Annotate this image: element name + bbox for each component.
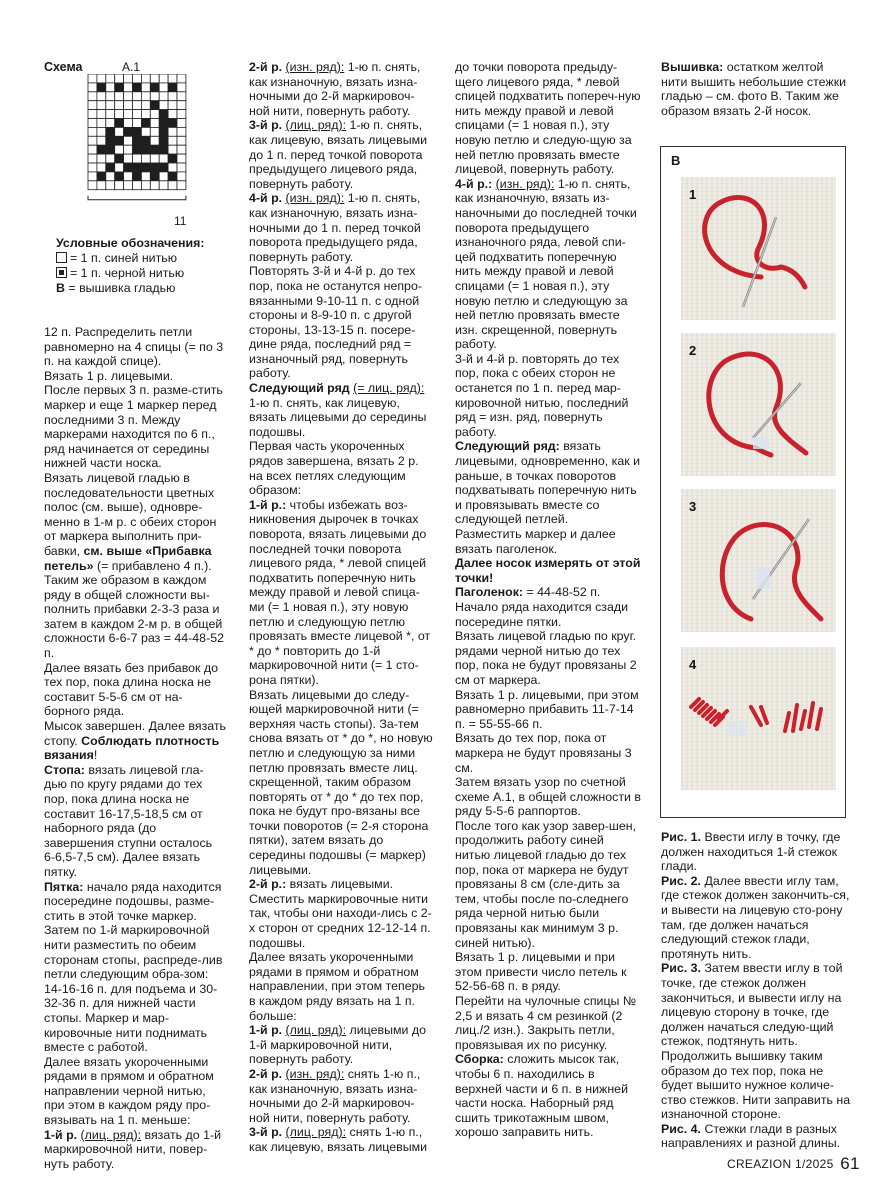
column-1 [44,325,226,1171]
photo-step-4 [681,647,836,790]
chart-cell [177,92,186,101]
paragraph: Вязать 1 р. лицевыми и при этом привести число петель к 52-56-68 п. в ряду. [455,950,627,994]
chart-cell [159,127,168,136]
chart-cell [106,154,115,163]
paragraph: 4-й р.: (изн. ряд): 1-ю п. снять, как изнаночную, вязать из-наночными до последней точки поворота предыдущего изнаночного ряда, левой спи-цей подхватить поперечную нить между правой и левой спицами (= 1 новая п.), эту новую петлю и следующую за ней петлю провязать вместе изн. скрещенной, повернуть работу. [455,176,637,352]
chart-cell [97,83,106,92]
chart-cell [159,181,168,190]
legend-item-blue: = 1 п. синей нитью [56,251,205,266]
paragraph: 2-й р. (изн. ряд): 1-ю п. снять, как изнаночную, вязать изна-ночными до 2-й маркировоч-ной нити, повернуть работу. [249,60,421,118]
paragraph: Пятка: начало ряда находится посередине подошвы, разме-стить в этой точке маркер. Затем по 1-й маркировочной нити разместить по обеим сторонам стопы, распреде-лив петли следующим обра-зом: 14-16-16 п. для подъема и 30-32-36 п. для нижней части стопы. Маркер и мар-кировочные нити поднимать вместе с работой. [44,879,223,1055]
chart-cell [124,154,133,163]
chart-cell [150,83,159,92]
chart-cell [115,154,124,163]
chart-cell [115,119,124,128]
chart-cell [88,181,97,190]
paragraph: После первых 3 п. разме-стить маркер и еще 1 маркер перед последними 3 п. Между маркерами находится по 6 п., ряд начинается от середины нижней части носка. [44,383,223,471]
column-4 [661,60,851,118]
chart-cell [97,163,106,172]
paragraph: 3-й и 4-й р. повторять до тех пор, пока с обеих сторон не останется по 1 п. перед мар-кировочной нитью, последний ряд = изн. ряд, повернуть работу. [455,351,629,439]
chart-cell [168,74,177,83]
chart-cell [97,136,106,145]
chart-cell [106,145,115,154]
chart-cell [150,110,159,119]
chart-cell [177,181,186,190]
chart-cell [159,154,168,163]
paragraph: 2-й р. (изн. ряд): снять 1-ю п., как изнаночную, вязать изна-ночными до 2-й маркировоч-ной нити, повернуть работу. [249,1066,421,1125]
paragraph: После того как узор завер-шен, продолжить работу синей нитью лицевой гладью до тех пор, пока от маркера не будут провязаны 8 см (сле-дить за тем, чтобы после по-следнего ряда черной нитью были провязаны как минимум 3 р. синей нитью). [455,818,637,950]
chart-cell [177,74,186,83]
chart-cell [177,136,186,145]
chart-cell [97,145,106,154]
chart-cell [159,119,168,128]
paragraph: Далее вязать укороченными рядами в прямом и обратном направлении, при этом теперь в каждом ряду вязать на 1 п. больше: [249,950,425,1023]
chart-cell [124,110,133,119]
chart-cell [168,92,177,101]
chart-cell [168,145,177,154]
chart-cell [115,181,124,190]
chart-cell [106,83,115,92]
chart-cell [106,181,115,190]
chart-cell [168,101,177,110]
chart-cell [168,83,177,92]
chart-cell [150,127,159,136]
chart-cell [168,172,177,181]
chart-cell [177,145,186,154]
paragraph: Разместить маркер и далее вязать паголенок. [455,527,616,556]
chart-cell [150,119,159,128]
chart-cell [159,92,168,101]
chart-cell [133,101,142,110]
chart-cell [115,74,124,83]
caption: Рис. 4. Стежки глади в разных направлениях и разной длины. [661,1121,841,1151]
chart-cell [133,74,142,83]
page-number: 61 [840,1154,860,1173]
chart-cell [133,145,142,154]
paragraph: 12 п. Распределить петли равномерно на 4 спицы (= по 3 п. на каждой спице). [44,325,224,369]
chart-cell [115,172,124,181]
paragraph: Вязать 1 р. лицевыми, при этом равномерно прибавить 11-7-14 п. = 55-55-66 п. [455,687,639,731]
photo-block [660,146,846,818]
paragraph: 3-й р. (лиц. ряд): снять 1-ю п., как лицевую, вязать лицевыми [249,1125,428,1154]
yarn-and-needle-image [681,177,836,320]
chart-cell [88,154,97,163]
chart-cell [124,74,133,83]
chart-cell [88,163,97,172]
paragraph: Затем вязать узор по счетной схеме А.1, в общей сложности в ряду 5-5-6 раппортов. [455,775,641,819]
paragraph: Паголенок: = 44-48-52 п. [455,585,601,600]
chart-cell [133,154,142,163]
chart-cell [88,101,97,110]
captions [661,830,851,1151]
paragraph: Вышивка: остатком желтой нити вышить небольшие стежки гладью – см. фото В. Таким же образом вязать 2-й носок. [661,60,847,118]
chart-cell [115,136,124,145]
step-number: 1 [689,187,697,202]
chart-cell [177,127,186,136]
column-2 [249,60,433,1155]
chart-cell [159,74,168,83]
chart-cell [115,101,124,110]
chart-cell [124,163,133,172]
caption: Рис. 2. Далее ввести иглу там, где стежок должен закончить-ся, и вывести на лицевую сто-рону там, где должен начаться следующий стежок глади, протянуть нить. [661,873,850,961]
paragraph: Стопа: вязать лицевой гла-дью по кругу рядами до тех пор, пока длина носка не составит 16-17,5-18,5 см от наборного ряда (до завершения ступни осталось 6-6,5-7,5 см). Далее вязать пятку. [44,762,213,879]
chart-cell [88,119,97,128]
chart-cell [88,74,97,83]
chart-cell [88,127,97,136]
paragraph: Далее вязать без прибавок до тех пор, пока длина носка не составит 5-5-6 см от на-борного ряда. [44,660,219,719]
paragraph: Повторять 3-й и 4-й р. до тех пор, пока не останутся непро-вязанными 9-10-11 п. с одной стороны и 8-9-10 п. с другой стороны, 13-13-15 п. посере-дине ряда, последний ряд = изнаночный ряд, повернуть работу. [249,264,422,381]
paragraph: Далее вязать укороченными рядами в прямом и обратном направлении черной нитью, при этом в каждом ряду про-вязывать на 1 п. меньше: [44,1054,214,1128]
paragraph: 4-й р. (изн. ряд): 1-ю п. снять, как изнаночную, вязать изна-ночными до 1 п. перед точкой поворота предыдущего ряда, повернуть работу. [249,191,421,264]
paragraph: Вязать лицевой гладью в последовательности цветных полос (см. выше), одновре-менно в 1-м р. с обеих сторон от маркера выполнить при-бавки, см. выше «Прибавка петель» (= прибавлено 4 п.). Таким же образом в каждом ряду в общей сложности вы-полнить прибавки 2-3-3 раза и затем в каждом 2-м р. в общей сложности 6-6-7 раз = 44-48-52 п. [44,470,224,661]
yarn-and-needle-image [681,333,836,476]
chart-cell [115,163,124,172]
chart-cell [97,110,106,119]
chart-cell [106,101,115,110]
legend-item-embroidery: В = вышивка гладью [56,281,176,295]
chart-cell [133,110,142,119]
paragraph: Следующий ряд: вязать лицевыми, одновременно, как и раньше, в точках поворотов подхватывать поперечную нить и провязывать вместе со следующей петлей. [455,439,641,527]
paragraph: Вязать лицевой гладью по круг. рядами черной нитью до тех пор, пока не будут провязаны 2 см от маркера. [455,629,637,687]
chart-cell [133,119,142,128]
chart-cell [177,83,186,92]
chart-cell [150,101,159,110]
chart-width-label: 11 [174,214,187,228]
chart-cell [177,154,186,163]
chart-grid [44,74,244,234]
chart-cell [88,92,97,101]
chart-cell [141,110,150,119]
chart-cell [133,181,142,190]
chart-cell [159,83,168,92]
caption: Рис. 1. Ввести иглу в точку, где должен находиться 1-й стежок глади. [661,830,841,874]
chart-cell [150,163,159,172]
chart-cell [97,154,106,163]
chart-cell [177,172,186,181]
page-footer [727,1154,860,1174]
step-number: 2 [689,343,697,358]
chart-cell [106,127,115,136]
filled-square-icon [56,267,67,278]
chart-cell [106,172,115,181]
chart-cell [168,136,177,145]
chart-cell [159,145,168,154]
chart-cell [106,74,115,83]
chart-title: Схема [44,60,83,74]
chart-cell [106,92,115,101]
chart-cell [150,145,159,154]
paragraph: Вязать 1 р. лицевыми. [44,368,174,383]
chart-cell [159,172,168,181]
paragraph: Вязать до тех пор, пока от маркера не будут провязаны 3 см. [455,731,632,775]
chart-cell [177,163,186,172]
chart-cell [168,154,177,163]
paragraph: Далее носок измерять от этой точки! [455,556,641,585]
chart-cell [141,136,150,145]
chart-cell [133,92,142,101]
chart-cell [150,154,159,163]
chart-cell [88,145,97,154]
column-3 [455,60,641,1140]
paragraph: Начало ряда находится сзади посередине пятки. [455,599,629,629]
chart-cell [168,127,177,136]
embroidered-stitches-image [681,647,836,790]
chart-cell [97,172,106,181]
chart-cell [124,145,133,154]
chart-cell [97,101,106,110]
chart-cell [106,136,115,145]
chart-cell [124,181,133,190]
photo-step-2 [681,333,836,476]
photo-step-1 [681,177,836,320]
legend-item-black: = 1 п. черной нитью [56,266,205,281]
yarn-and-needle-image [681,489,836,632]
paragraph: Вязать лицевыми до следу-ющей маркировочной нити (= верхняя часть стопы). За-тем снова вязать от * до *, но новую петлю и следующую за ними петлю провязать вместе лиц. скрещенной, таким образом повторять от * до * до тех пор, пока не будут про-вязаны все точки поворотов (= 2-я сторона пятки), затем вязать до середины подошвы (= маркер) лицевыми. [249,687,433,877]
chart-cell [150,136,159,145]
chart-width-bracket [88,196,186,200]
chart-cell [106,119,115,128]
paragraph: до точки поворота предыду-щего лицевого ряда, * левой спицей подхватить попереч-ную нить между правой и левой спицами (= 1 новая п.), эту новую петлю и следую-щую за ней петлю провязать вместе лицевой, повернуть работу. [455,60,641,177]
chart-cell [159,163,168,172]
chart-cell [124,127,133,136]
chart-cell [141,181,150,190]
chart-cell [141,145,150,154]
chart-cell [115,110,124,119]
chart-cell [141,119,150,128]
chart-cell [133,127,142,136]
chart-cell [177,110,186,119]
chart-cell [88,110,97,119]
chart-cell [115,83,124,92]
chart-cell [97,119,106,128]
legend-heading: Условные обозначения: [56,236,205,250]
step-number: 4 [689,657,697,672]
paragraph: Следующий ряд (= лиц. ряд): 1-ю п. снять, как лицевую, вязать лицевыми до середины подошвы. [249,381,427,439]
paragraph: 3-й р. (лиц. ряд): 1-ю п. снять, как лицевую, вязать лицевыми до 1 п. перед точкой поворота предыдущего лицевого ряда, повернуть работу. [249,118,428,191]
chart-cell [106,163,115,172]
chart-cell [159,101,168,110]
chart-cell [124,172,133,181]
chart-cell [150,181,159,190]
paragraph: Мысок завершен. Далее вязать стопу. Соблюдать плотность вязания! [44,719,226,763]
empty-square-icon [56,252,67,263]
chart-cell [115,92,124,101]
chart-cell [106,110,115,119]
magazine-issue: CREAZION 1/2025 [727,1157,834,1171]
chart-cell [168,163,177,172]
chart-cell [97,74,106,83]
chart-cell [141,101,150,110]
paragraph: Перейти на чулочные спицы № 2,5 и вязать 4 см резинкой (2 лиц./2 изн.). Закрыть петли, провязывая их по рисунку. [455,994,637,1052]
chart-cell [150,92,159,101]
caption: Рис. 3. Затем ввести иглу в той точке, где стежок должен закончиться, и вывести иглу на лицевую сторону в точке, где должен начаться следую-щий стежок, подтянуть нить. Продолжить вышивку таким образом до тех пор, пока не будет вышито нужное количе-ство стежков. Нити заправить на изнаночной стороне. [661,961,851,1122]
chart-cell [133,136,142,145]
chart-cell [124,136,133,145]
chart-cell [115,127,124,136]
chart-cell [177,101,186,110]
chart-cell [141,127,150,136]
chart-cell [115,145,124,154]
chart-cell [141,172,150,181]
photo-step-3 [681,489,836,632]
paragraph: Сборка: сложить мысок так, чтобы 6 п. находились в верхней части и 6 п. в нижней части носка. Наборный ряд сшить трикотажным швом, хорошо заправить нить. [455,1052,628,1140]
chart-cell [124,83,133,92]
paragraph: 1-й р.: чтобы избежать воз-никновения дырочек в точках поворота, вязать лицевыми до последней точки поворота лицевого ряда, * левой спицей подхватить поперечную нить между правой и левой спица-ми (= 1 новая п.), эту новую петлю и следующую петлю провязать вместе лицевой *, от * до * повторить до 1-й маркировочной нити (= 1 сто-рона пятки). [249,497,431,687]
chart-cell [177,119,186,128]
chart-cell [124,119,133,128]
photo-block-label: В [671,153,681,168]
chart-cell [159,136,168,145]
chart-cell [97,127,106,136]
chart-cell [124,101,133,110]
chart-cell [88,83,97,92]
chart-cell [150,74,159,83]
chart-cell [141,163,150,172]
chart-cell [133,83,142,92]
chart-cell [141,154,150,163]
chart-cell [150,172,159,181]
chart-cell [133,163,142,172]
chart-cell [124,92,133,101]
chart-cell [141,83,150,92]
step-number: 3 [689,499,697,514]
chart-cell [141,92,150,101]
chart-cell [97,181,106,190]
paragraph: 1-й р. (лиц. ряд): вязать до 1-й маркировочной нити, повер-нуть работу. [44,1127,222,1171]
paragraph: 2-й р.: вязать лицевыми. Сместить маркировочные нити так, чтобы они находи-лись с 2-х сторон от средних 12-12-14 п. подошвы. [249,877,432,950]
chart-cell [168,181,177,190]
legend [56,236,205,296]
chart-cell [88,172,97,181]
chart-cell [97,92,106,101]
chart-cell [168,119,177,128]
paragraph: 1-й р. (лиц. ряд): лицевыми до 1-й маркировочной нити, повернуть работу. [249,1023,427,1067]
chart-cell [159,110,168,119]
chart-label: А.1 [122,60,141,74]
chart-cell [168,110,177,119]
paragraph: Первая часть укороченных рядов завершена, вязать 2 р. на всех петлях следующим образом: [249,439,419,498]
chart-cell [141,74,150,83]
chart-cell [88,136,97,145]
chart-cell [133,172,142,181]
